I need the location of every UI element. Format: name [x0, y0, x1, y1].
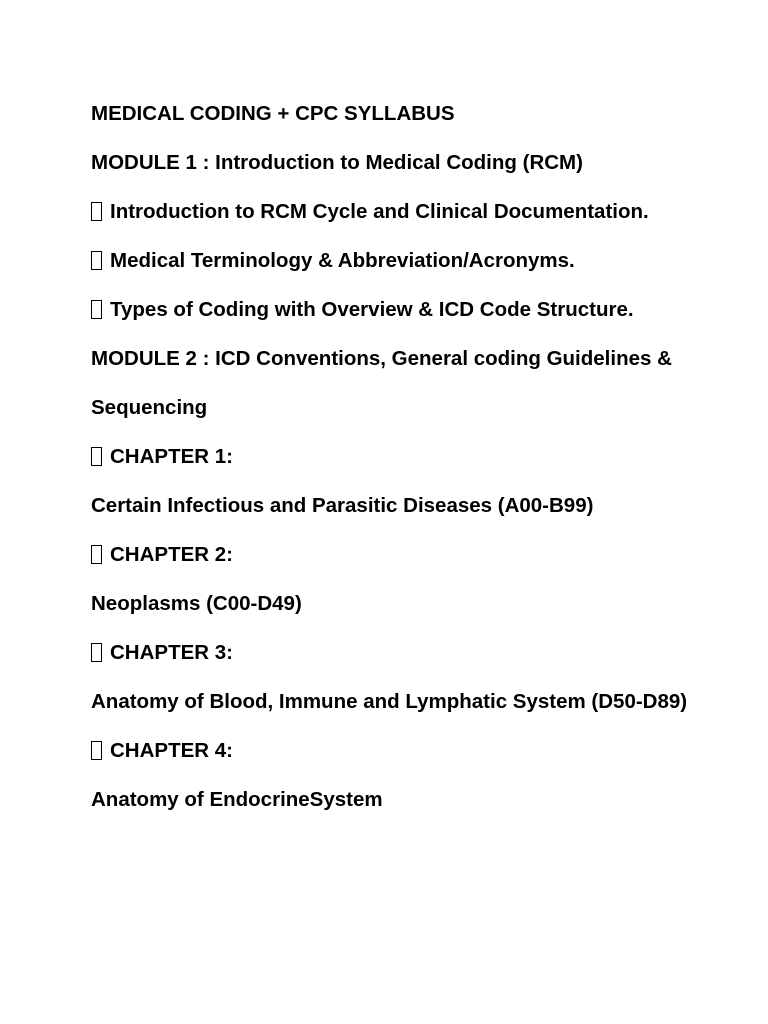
module-1-item-text: Medical Terminology & Abbreviation/Acronyms. — [110, 249, 575, 272]
module-1-item-text: Types of Coding with Overview & ICD Code Structure. — [110, 298, 634, 321]
module-1-item — [91, 292, 691, 328]
chapter-label — [91, 439, 691, 475]
module-1-item — [91, 243, 691, 279]
bullet-box-icon — [91, 545, 102, 564]
chapter-title: Certain Infectious and Parasitic Diseases (A00-B99) — [91, 494, 594, 517]
chapter-label-text: CHAPTER 4: — [110, 739, 234, 762]
chapter-label-text: CHAPTER 2: — [110, 543, 234, 566]
chapter-label — [91, 537, 691, 573]
module-1-item — [91, 194, 691, 230]
chapter-label — [91, 635, 691, 671]
chapter-label-text: CHAPTER 1: — [110, 445, 234, 468]
module-2-heading-continued: Sequencing — [91, 396, 208, 419]
bullet-box-icon — [91, 202, 102, 221]
module-1-heading: MODULE 1 : Introduction to Medical Coding (RCM) — [91, 151, 583, 174]
module-1-item-text: Introduction to RCM Cycle and Clinical Documentation. — [110, 200, 649, 223]
module-2-heading: MODULE 2 : ICD Conventions, General coding Guidelines & — [91, 347, 672, 370]
document-body — [91, 96, 691, 831]
chapter-label-text: CHAPTER 3: — [110, 641, 234, 664]
bullet-box-icon — [91, 251, 102, 270]
chapter-label — [91, 733, 691, 769]
document-title: MEDICAL CODING + CPC SYLLABUS — [91, 102, 455, 125]
bullet-box-icon — [91, 300, 102, 319]
bullet-box-icon — [91, 643, 102, 662]
bullet-box-icon — [91, 447, 102, 466]
bullet-box-icon — [91, 741, 102, 760]
chapter-title: Anatomy of EndocrineSystem — [91, 788, 383, 811]
chapter-title: Neoplasms (C00-D49) — [91, 592, 302, 615]
chapter-title: Anatomy of Blood, Immune and Lymphatic System (D50-D89) — [91, 690, 688, 713]
